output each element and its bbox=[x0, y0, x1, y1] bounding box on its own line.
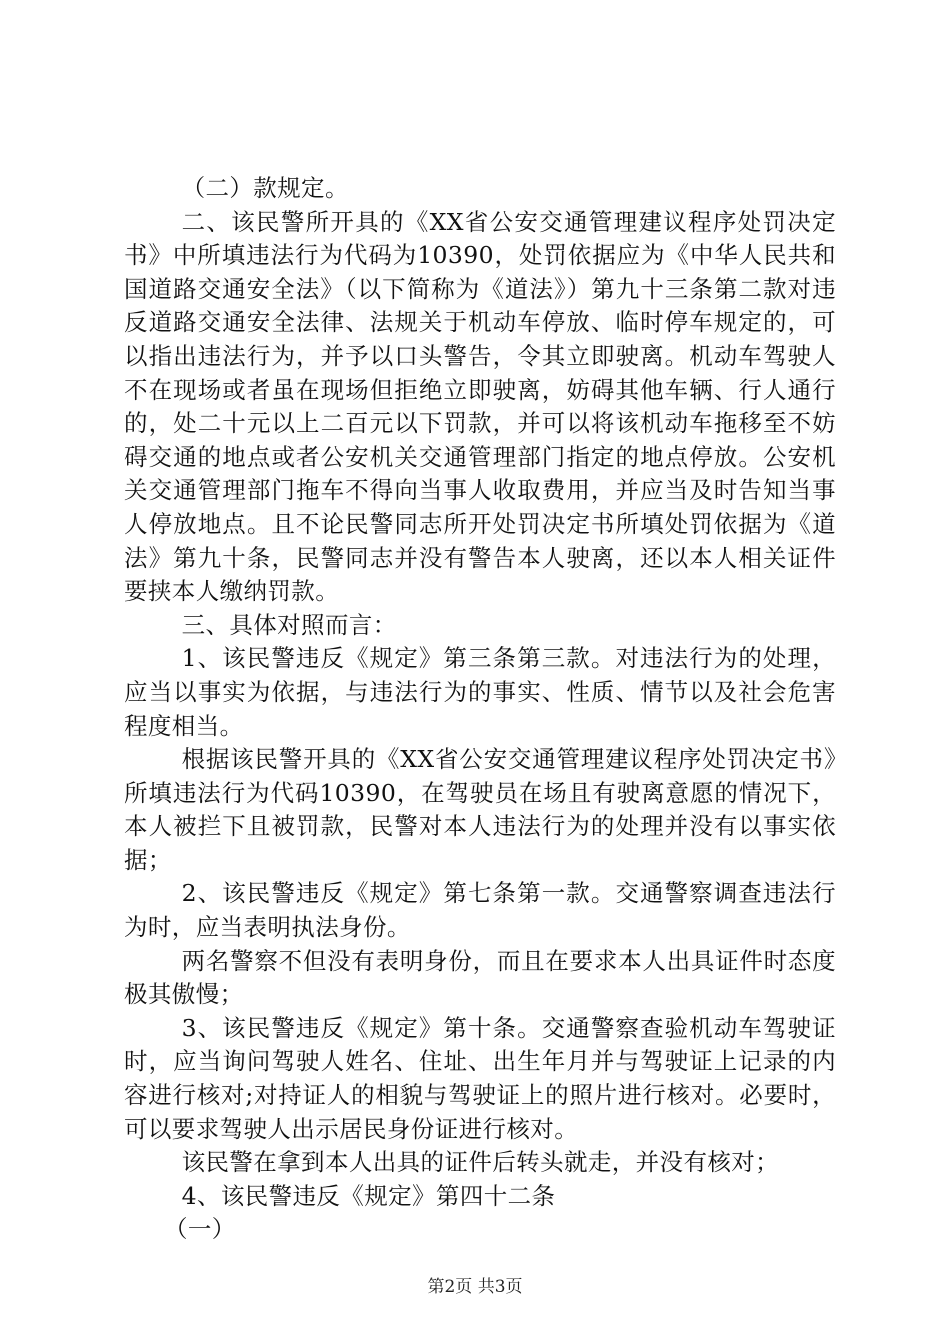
paragraph-item-three: 3、该民警违反《规定》第十条。交通警察查验机动车驾驶证时，应当询问驾驶人姓名、住址、出生年月并与驾驶证上记录的内容进行核对;对持证人的相貌与驾驶证上的照片进行核对。必要时，可以要求驾驶人出示居民身份证进行核对。 bbox=[124, 1013, 836, 1143]
paragraph-item-three-detail: 该民警在拿到本人出具的证件后转头就走，并没有核对； bbox=[181, 1148, 780, 1177]
paragraph-item-one-detail: 根据该民警开具的《XX省公安交通管理建议程序处罚决定书》所填违法行为代码10390，在驾驶员在场且有驶离意愿的情况下，本人被拦下且被罚款，民警对本人违法行为的处理并没有以事实依据； bbox=[124, 745, 836, 874]
document-body bbox=[124, 172, 836, 1247]
paragraph-section-three-heading: 三、具体对照而言： bbox=[181, 610, 397, 639]
paragraph-item-one: 1、该民警违反《规定》第三条第三款。对违法行为的处理，应当以事实为依据，与违法行为的事实、性质、情节以及社会危害程度相当。 bbox=[124, 644, 836, 740]
paragraph-sub-item-one: （一） bbox=[163, 1215, 236, 1244]
page-footer: 第2页 共3页 bbox=[427, 1277, 523, 1297]
paragraph-item-two-detail: 两名警察不但没有表明身份，而且在要求本人出具证件时态度极其傲慢； bbox=[124, 946, 836, 1009]
paragraph-item-two: 2、该民警违反《规定》第七条第一款。交通警察调查违法行为时，应当表明执法身份。 bbox=[124, 879, 836, 942]
paragraph-clause-two-continuation: （二）款规定。 bbox=[181, 174, 349, 202]
paragraph-section-two: 二、该民警所开具的《XX省公安交通管理建议程序处罚决定书》中所填违法行为代码为10390，处罚依据应为《中华人民共和国道路交通安全法》（以下简称为《道法》）第九十三条第二款对违反道路交通安全法律、法规关于机动车停放、临时停车规定的，可以指出违法行为，并予以口头警告，令其立即驶离。机动车驾驶人不在现场或者虽在现场但拒绝立即驶离，妨碍其他车辆、行人通行的，处二十元以上二百元以下罚款，并可以将该机动车拖移至不妨碍交通的地点或者公安机关交通管理部门指定的地点停放。公安机关交通管理部门拖车不得向当事人收取费用，并应当及时告知当事人停放地点。且不论民警同志所开处罚决定书所填处罚依据为《道法》第九十条，民警同志并没有警告本人驶离，还以本人相关证件要挟本人缴纳罚款。 bbox=[124, 207, 836, 606]
paragraph-item-four: 4、该民警违反《规定》第四十二条 bbox=[181, 1181, 556, 1210]
